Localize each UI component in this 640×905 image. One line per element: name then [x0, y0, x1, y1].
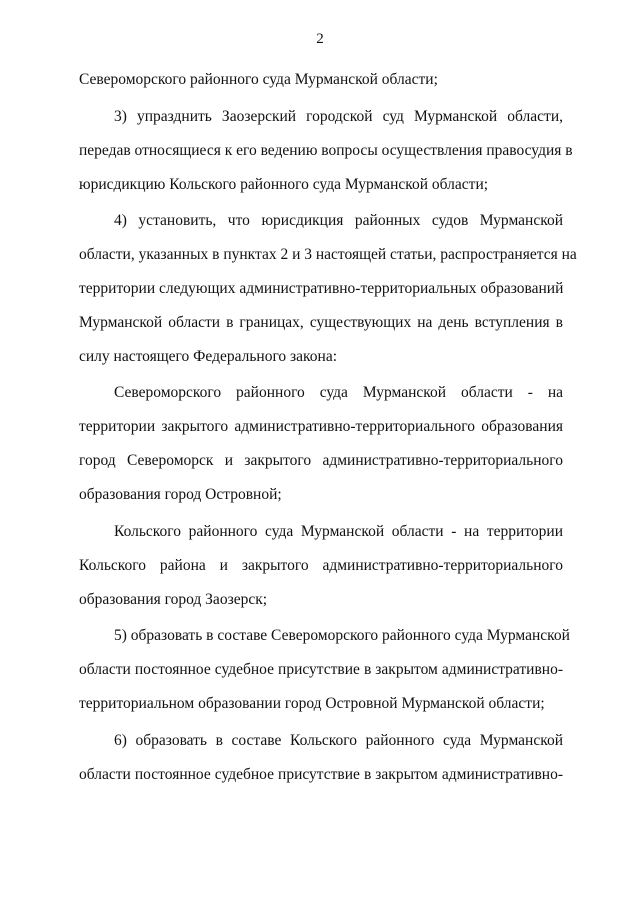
- text-line: территориальном образовании город Островной Мурманской области;: [79, 695, 545, 712]
- text-line: области постоянное судебное присутствие в закрытом административно-: [79, 661, 563, 678]
- text-line: 3) упразднить Заозерский городской суд Мурманской области,: [114, 108, 563, 125]
- text-line: 4) установить, что юрисдикция районных судов Мурманской: [114, 212, 563, 229]
- text-line: образования город Островной;: [79, 486, 282, 503]
- text-line: передав относящиеся к его ведению вопросы осуществления правосудия в: [79, 142, 573, 159]
- text-line: образования город Заозерск;: [79, 591, 268, 608]
- text-line: Кольского районного суда Мурманской области - на территории: [114, 523, 563, 540]
- text-line: Мурманской области в границах, существующих на день вступления в: [79, 314, 563, 331]
- text-line: город Североморск и закрытого административно-территориального: [79, 452, 563, 469]
- page-number: 2: [316, 31, 324, 47]
- text-line: 5) образовать в составе Североморского районного суда Мурманской: [114, 627, 570, 644]
- text-line: Североморского районного суда Мурманской области - на: [114, 384, 563, 401]
- text-line: области, указанных в пунктах 2 и 3 настоящей статьи, распространяется на: [79, 246, 577, 263]
- text-line: юрисдикцию Кольского районного суда Мурманской области;: [79, 176, 489, 193]
- text-line: 6) образовать в составе Кольского районного суда Мурманской: [114, 732, 563, 749]
- text-line: силу настоящего Федерального закона:: [79, 348, 338, 365]
- text-line: Североморского районного суда Мурманской области;: [79, 71, 438, 88]
- text-line: территории следующих административно-территориальных образований: [79, 280, 564, 297]
- text-line: Кольского района и закрытого административно-территориального: [79, 557, 563, 574]
- text-line: области постоянное судебное присутствие в закрытом административно-: [79, 766, 563, 783]
- text-line: территории закрытого административно-территориального образования: [79, 418, 563, 435]
